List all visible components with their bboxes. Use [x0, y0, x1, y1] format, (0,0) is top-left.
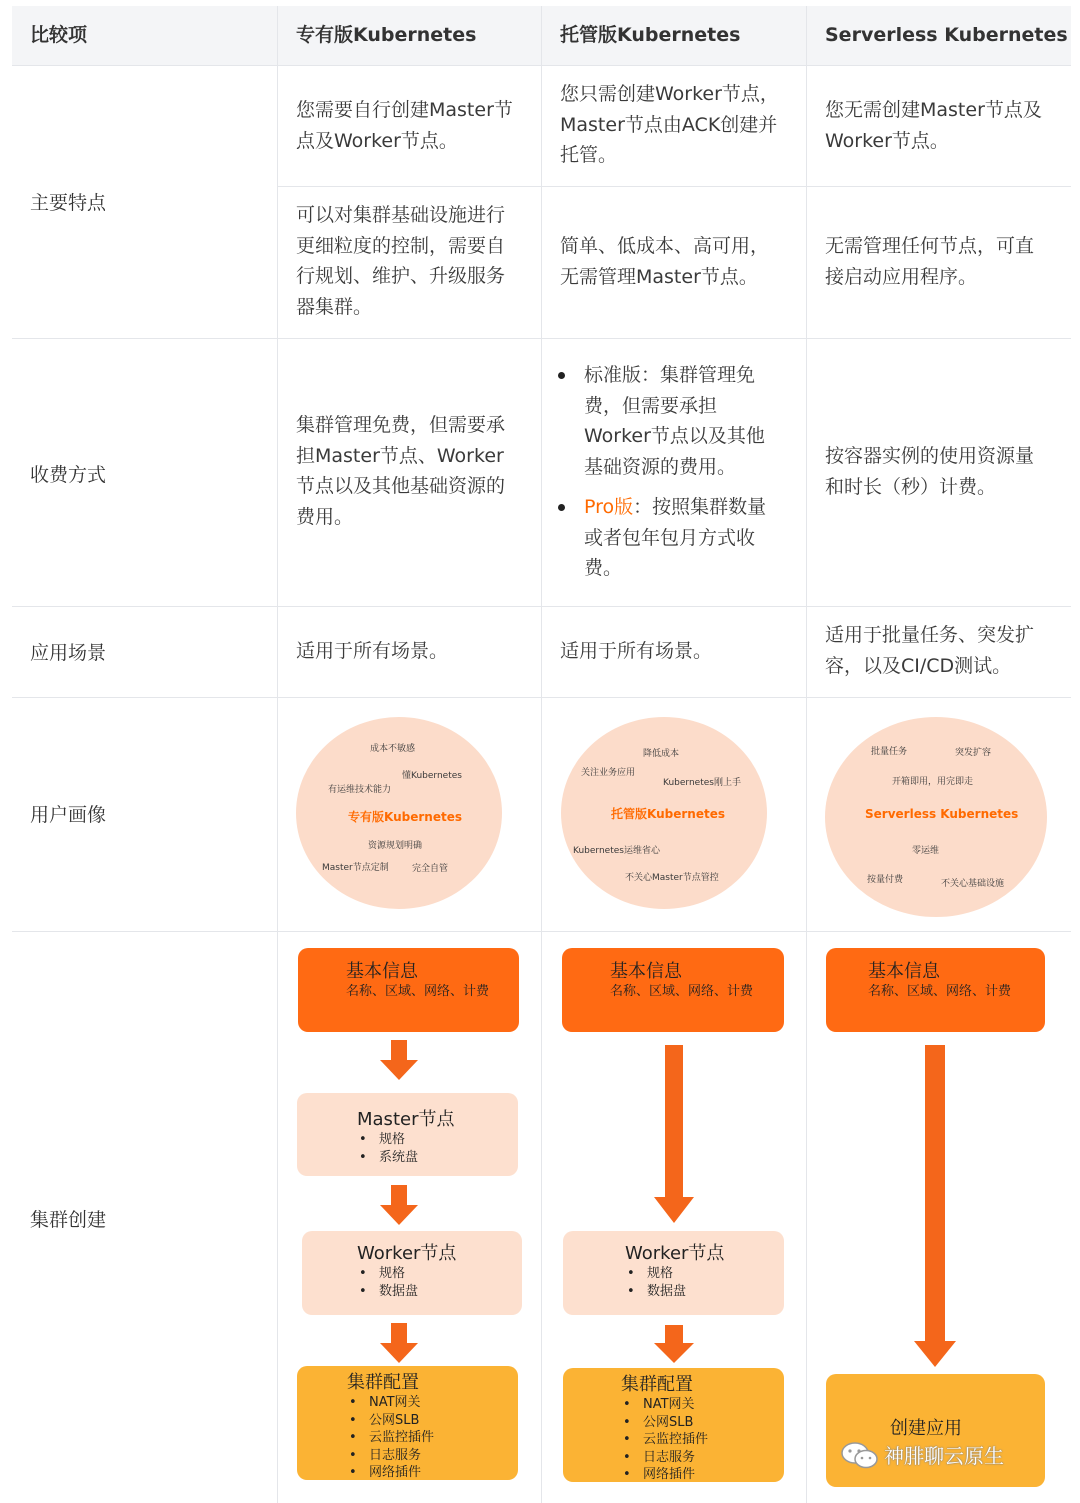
persona-center-label: Serverless Kubernetes: [865, 807, 1019, 821]
flow-item-list: [357, 1265, 522, 1300]
list-item: • 网络插件: [347, 1464, 518, 1482]
flow-worker-node-dedicated: [302, 1231, 522, 1315]
list-item: • 网络插件: [621, 1466, 784, 1484]
persona-tag: 懂Kubernetes: [402, 771, 462, 781]
persona-tag: 资源规划明确: [368, 841, 423, 851]
persona-tag: Kubernetes刚上手: [663, 778, 741, 788]
flow-item-list: [357, 1131, 518, 1166]
cell-serverless-feature-2: 无需管理任何节点，可直 接启动应用程序。: [825, 235, 1035, 288]
flow-master-node: [297, 1093, 518, 1176]
column-divider: [277, 6, 278, 1503]
list-item: Pro版：按照集群数量 或者包年包月方式收 费。: [556, 492, 796, 584]
persona-circle-dedicated: [296, 717, 502, 909]
flow-box-title: Worker节点: [625, 1243, 725, 1264]
flow-basic-info-managed: [562, 948, 784, 1032]
persona-tag: 按量付费: [867, 875, 904, 885]
list-item: • 公网SLB: [621, 1414, 784, 1432]
bullet-icon: [558, 504, 565, 511]
flow-cluster-config-dedicated: [297, 1366, 518, 1480]
list-item: • 规格: [357, 1265, 522, 1283]
list-item: • 数据盘: [357, 1283, 522, 1301]
cell-serverless-feature-1: 您无需创建Master节点及 Worker节点。: [825, 99, 1042, 152]
flow-arrow-down: [380, 1323, 418, 1363]
list-item: • 规格: [357, 1131, 518, 1149]
cell-managed-feature-2: 简单、低成本、高可用， 无需管理Master节点。: [560, 235, 770, 288]
persona-center-label: 专有版Kubernetes: [348, 810, 462, 824]
header-compare-item: 比较项: [30, 24, 88, 46]
flow-box-subtitle: 名称、区域、网络、计费: [868, 984, 1012, 999]
list-item: 标准版：集群管理免 费，但需要承担 Worker节点以及其他 基础资源的费用。: [556, 360, 796, 482]
header-managed: 托管版Kubernetes: [560, 24, 741, 46]
persona-tag: 不关心基础设施: [941, 879, 1005, 889]
persona-tag: 批量任务: [871, 747, 908, 757]
flow-cluster-config-managed: [563, 1368, 784, 1482]
flow-box-subtitle: 名称、区域、网络、计费: [346, 984, 490, 999]
managed-billing-list: [556, 360, 796, 594]
flow-box-title: 创建应用: [890, 1418, 962, 1439]
cell-managed-scenario: 适用于所有场景。: [560, 640, 713, 662]
cell-serverless-billing: 按容器实例的使用资源量 和时长（秒）计费。: [825, 445, 1035, 498]
persona-tag: 降低成本: [643, 749, 680, 759]
pro-edition-label: Pro版: [584, 496, 634, 518]
list-item: • 数据盘: [625, 1283, 784, 1301]
row-label-scenario: 应用场景: [30, 642, 107, 664]
persona-circle-serverless: [825, 717, 1047, 917]
list-item: • NAT网关: [621, 1396, 784, 1414]
list-item: • 公网SLB: [347, 1412, 518, 1430]
cell-dedicated-feature-1: 您需要自行创建Master节 点及Worker节点。: [296, 99, 513, 152]
flow-box-title: 基本信息: [610, 961, 682, 982]
watermark-text: 神腓聊云原生: [884, 1444, 1004, 1468]
persona-tag: 零运维: [912, 846, 940, 856]
flow-box-title: 集群配置: [621, 1374, 693, 1395]
flow-arrow-down: [380, 1040, 418, 1080]
list-item: • NAT网关: [347, 1394, 518, 1412]
column-divider: [541, 6, 542, 1503]
bullet-icon: [558, 372, 565, 379]
flow-arrow-down: [914, 1045, 956, 1367]
header-serverless: Serverless Kubernetes: [825, 24, 1068, 46]
persona-tag: 突发扩容: [955, 748, 992, 758]
flow-arrow-down: [654, 1045, 694, 1223]
cell-managed-feature-1: 您只需创建Worker节点， Master节点由ACK创建并 托管。: [560, 83, 779, 166]
persona-tag: 有运维技术能力: [328, 785, 392, 795]
cell-serverless-scenario: 适用于批量任务、突发扩 容，以及CI/CD测试。: [825, 624, 1035, 677]
row-label-billing: 收费方式: [30, 464, 107, 486]
list-item: • 云监控插件: [621, 1431, 784, 1449]
cell-dedicated-feature-2: 可以对集群基础设施进行 更细粒度的控制，需要自 行规划、维护、升级服务 器集群。: [296, 204, 506, 318]
row-divider: [278, 186, 1071, 187]
flow-arrow-down: [380, 1185, 418, 1225]
row-label-features: 主要特点: [30, 192, 107, 214]
cell-dedicated-scenario: 适用于所有场景。: [296, 640, 449, 662]
persona-tag: Master节点定制: [322, 863, 389, 873]
flow-worker-node-managed: [563, 1231, 784, 1315]
flow-box-title: 基本信息: [868, 961, 940, 982]
flow-item-list: [621, 1396, 784, 1484]
flow-box-title: 基本信息: [346, 961, 418, 982]
flow-box-title: Master节点: [357, 1109, 455, 1130]
flow-basic-info-dedicated: [298, 948, 519, 1032]
flow-basic-info-serverless: [826, 948, 1045, 1032]
wechat-icon: [840, 1440, 880, 1475]
persona-tag: 完全自管: [412, 864, 449, 874]
flow-item-list: [625, 1265, 784, 1300]
persona-tag: 关注业务应用: [581, 768, 636, 778]
watermark: [840, 1440, 1004, 1475]
persona-tag: Kubernetes运维省心: [573, 846, 660, 856]
column-divider: [806, 6, 807, 1503]
flow-item-list: [347, 1394, 518, 1482]
header-dedicated: 专有版Kubernetes: [296, 24, 477, 46]
list-item: • 日志服务: [347, 1447, 518, 1465]
flow-box-subtitle: 名称、区域、网络、计费: [610, 984, 754, 999]
persona-tag: 不关心Master节点管控: [625, 873, 719, 883]
persona-circle-managed: [561, 717, 767, 909]
flow-box-title: Worker节点: [357, 1243, 457, 1264]
row-label-cluster-creation: 集群创建: [30, 1209, 107, 1231]
list-item: • 系统盘: [357, 1149, 518, 1167]
persona-tag: 开箱即用，用完即走: [892, 777, 974, 787]
list-item: • 云监控插件: [347, 1429, 518, 1447]
list-item: • 规格: [625, 1265, 784, 1283]
persona-center-label: 托管版Kubernetes: [611, 807, 725, 821]
list-item: • 日志服务: [621, 1449, 784, 1467]
cell-dedicated-billing: 集群管理免费，但需要承 担Master节点、Worker 节点以及其他基础资源的 费用。: [296, 414, 506, 528]
row-label-persona: 用户画像: [30, 804, 107, 826]
flow-arrow-down: [654, 1325, 694, 1363]
flow-box-title: 集群配置: [347, 1372, 419, 1393]
persona-tag: 成本不敏感: [370, 744, 416, 754]
